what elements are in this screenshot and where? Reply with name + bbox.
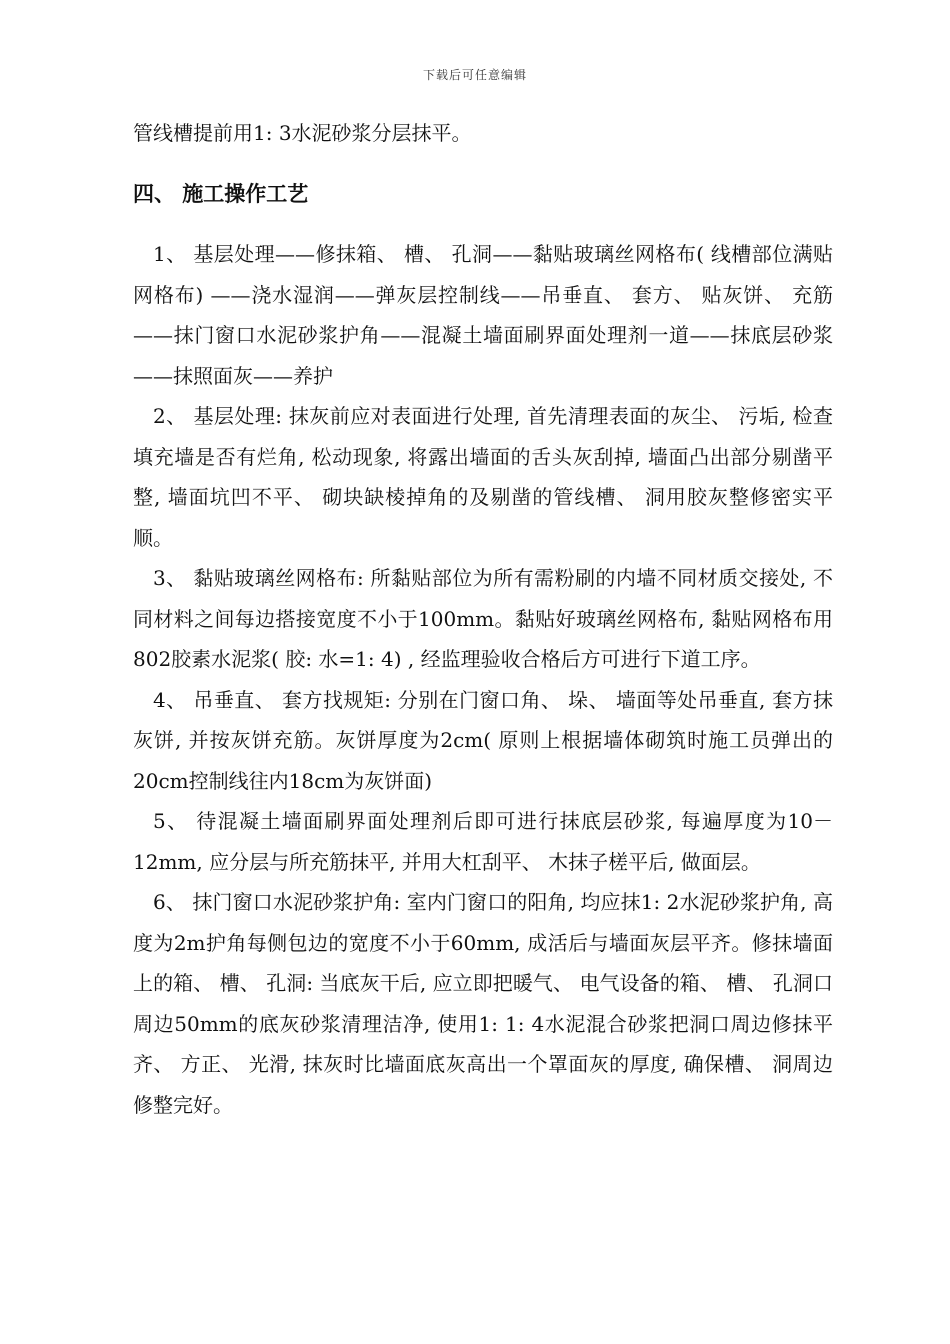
page-header-note: 下载后可任意编辑: [422, 68, 527, 82]
document-body: [133, 113, 833, 1125]
intro-paragraph: 管线槽提前用1: 3水泥砂浆分层抹平。: [133, 121, 472, 145]
paragraph-step-4: 4、 吊垂直、 套方找规矩: 分别在门窗口角、 垛、 墙面等处吊垂直, 套方抹灰饼, 并按灰饼充筋。灰饼厚度为2cm( 原则上根据墙体砌筑时施工员弹出的20cm控制线往内18cm为灰饼面): [133, 687, 833, 793]
paragraph-step-5: 5、 待混凝土墙面刷界面处理剂后即可进行抹底层砂浆, 每遍厚度为10－12mm, 应分层与所充筋抹平, 并用大杠刮平、 木抹子槎平后, 做面层。: [133, 809, 833, 874]
paragraph-step-1: 1、 基层处理——修抹箱、 槽、 孔洞——黏贴玻璃丝网格布( 线槽部位满贴网格布) ——浇水湿润——弹灰层控制线——吊垂直、 套方、 贴灰饼、 充筋——抹门窗口水泥砂浆护角——混凝土墙面刷界面处理剂一道——抹底层砂浆——抹照面灰——养护: [133, 242, 833, 388]
section-heading: 四、 施工操作工艺: [133, 180, 309, 206]
paragraph-step-3: 3、 黏贴玻璃丝网格布: 所黏贴部位为所有需粉刷的内墙不同材质交接处, 不同材料之间每边搭接宽度不小于100mm。黏贴好玻璃丝网格布, 黏贴网格布用802胶素水泥浆( 胶: 水=1: 4) , 经监理验收合格后方可进行下道工序。: [133, 566, 833, 671]
paragraph-step-6: 6、 抹门窗口水泥砂浆护角: 室内门窗口的阳角, 均应抹1: 2水泥砂浆护角, 高度为2m护角每侧包边的宽度不小于60mm, 成活后与墙面灰层平齐。修抹墙面上的箱、 槽、 孔洞: 当底灰干后, 应立即把暖气、 电气设备的箱、 槽、 孔洞口周边50mm的底灰砂浆清理洁净, 使用1: 1: 4水泥混合砂浆把洞口周边修抹平齐、 方正、 光滑, 抹灰时比墙面底灰高出一个罩面灰的厚度, 确保槽、 洞周边修整完好。: [133, 890, 833, 1117]
paragraph-step-2: 2、 基层处理: 抹灰前应对表面进行处理, 首先清理表面的灰尘、 污垢, 检查填充墙是否有烂角, 松动现象, 将露出墙面的舌头灰刮掉, 墙面凸出部分剔凿平整, 墙面坑凹不平、 砌块缺棱掉角的及剔凿的管线槽、 洞用胶灰整修密实平顺。: [133, 404, 833, 550]
